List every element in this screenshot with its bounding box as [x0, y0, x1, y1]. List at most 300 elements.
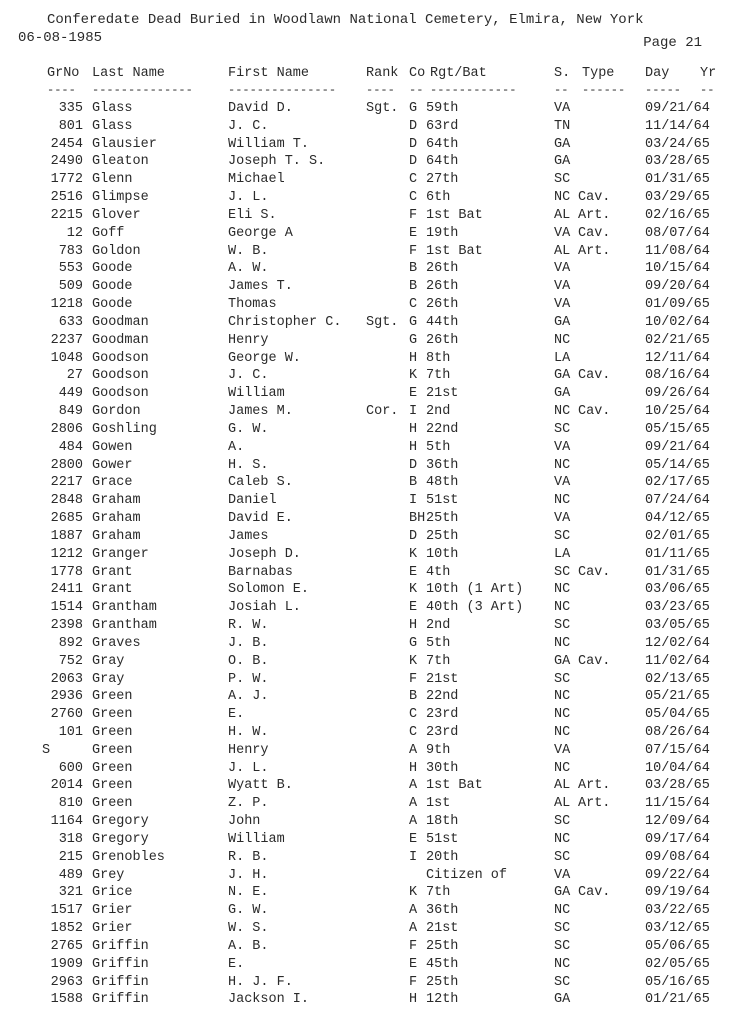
- state: SC: [554, 921, 571, 937]
- company: E: [409, 386, 418, 402]
- last-name: Green: [92, 760, 133, 776]
- dash-last: --------------: [92, 83, 193, 97]
- death-date: 03/28/65: [645, 154, 710, 170]
- regiment: 59th: [426, 101, 459, 116]
- last-name: Griffin: [92, 974, 149, 990]
- death-date: 12/02/64: [645, 635, 710, 651]
- company: D: [409, 136, 418, 152]
- table-row: [0, 742, 750, 760]
- last-name: Grice: [92, 885, 133, 901]
- regiment: 63rd: [426, 118, 459, 134]
- state: NC: [554, 635, 571, 651]
- dash-type: ------: [582, 83, 626, 97]
- last-name: Goode: [92, 297, 133, 313]
- death-date: 12/11/64: [645, 350, 710, 366]
- regiment: 5th: [426, 635, 451, 651]
- unit-type: Cav.: [578, 653, 611, 669]
- state: VA: [554, 101, 571, 116]
- table-row: [0, 189, 750, 207]
- company: K: [409, 546, 418, 562]
- header-first-name: First Name: [228, 66, 310, 81]
- last-name: Glenn: [92, 172, 133, 188]
- state: SC: [554, 172, 571, 188]
- last-name: Gowen: [92, 439, 133, 455]
- first-name: George A: [228, 225, 293, 241]
- table-row: [0, 884, 750, 902]
- gr-number: 484: [58, 439, 83, 455]
- table-row: [0, 278, 750, 296]
- death-date: 10/25/64: [645, 404, 710, 420]
- table-row: [0, 974, 750, 992]
- first-name: David E.: [228, 511, 293, 527]
- regiment: 21st: [426, 386, 459, 402]
- table-row: [0, 457, 750, 475]
- header-state: S.: [554, 66, 571, 81]
- dash-grno: ----: [47, 83, 76, 97]
- state: GA: [554, 136, 571, 152]
- regiment: 22nd: [426, 421, 459, 437]
- unit-type: Art.: [578, 207, 611, 223]
- company: A: [409, 921, 418, 937]
- last-name: Grant: [92, 564, 133, 580]
- death-date: 01/11/65: [645, 546, 710, 562]
- first-name: E.: [228, 707, 245, 723]
- burial-table: [0, 100, 750, 1009]
- regiment: 44th: [426, 314, 459, 330]
- first-name: J. C.: [228, 118, 269, 134]
- first-name: A. B.: [228, 938, 269, 954]
- first-name: Z. P.: [228, 796, 269, 812]
- death-date: 11/02/64: [645, 653, 710, 669]
- unit-type: Art.: [578, 796, 611, 812]
- header-company: Co: [409, 66, 426, 81]
- last-name: Green: [92, 724, 133, 740]
- header-underline: [0, 85, 750, 95]
- state: GA: [554, 885, 571, 901]
- gr-number: 752: [58, 653, 83, 669]
- company: A: [409, 903, 418, 919]
- table-row: [0, 171, 750, 189]
- gr-number: 1048: [50, 350, 83, 366]
- last-name: Griffin: [92, 956, 149, 972]
- gr-number: 27: [66, 368, 83, 384]
- last-name: Grantham: [92, 600, 157, 616]
- company: H: [409, 992, 418, 1008]
- regiment: 51st: [426, 493, 459, 509]
- table-row: [0, 207, 750, 225]
- last-name: Graves: [92, 635, 141, 651]
- state: GA: [554, 314, 571, 330]
- death-date: 05/15/65: [645, 421, 710, 437]
- table-row: [0, 350, 750, 368]
- unit-type: Cav.: [578, 404, 611, 420]
- last-name: Graham: [92, 493, 141, 509]
- company: H: [409, 421, 418, 437]
- death-date: 11/15/64: [645, 796, 710, 812]
- gr-number: 101: [58, 724, 83, 740]
- state: GA: [554, 653, 571, 669]
- state: AL: [554, 207, 571, 223]
- last-name: Griffin: [92, 992, 149, 1008]
- death-date: 02/13/65: [645, 671, 710, 687]
- state: SC: [554, 564, 571, 580]
- gr-number: 12: [66, 225, 83, 241]
- company: H: [409, 618, 418, 634]
- first-name: J. H.: [228, 867, 269, 883]
- regiment: 1st Bat: [426, 778, 483, 794]
- last-name: Griffin: [92, 938, 149, 954]
- table-row: [0, 260, 750, 278]
- state: NC: [554, 332, 571, 348]
- first-name: A.: [228, 439, 245, 455]
- last-name: Gregory: [92, 831, 149, 847]
- table-row: [0, 599, 750, 617]
- state: SC: [554, 421, 571, 437]
- regiment: 10th: [426, 546, 459, 562]
- state: AL: [554, 243, 571, 259]
- death-date: 07/15/64: [645, 742, 710, 758]
- first-name: H. J. F.: [228, 974, 293, 990]
- last-name: Goff: [92, 225, 125, 241]
- regiment: 64th: [426, 136, 459, 152]
- death-date: 11/14/64: [645, 118, 710, 134]
- last-name: Graham: [92, 511, 141, 527]
- last-name: Grier: [92, 921, 133, 937]
- death-date: 09/19/64: [645, 885, 710, 901]
- state: VA: [554, 742, 571, 758]
- regiment: 4th: [426, 564, 451, 580]
- regiment: 36th: [426, 457, 459, 473]
- first-name: A. W.: [228, 261, 269, 277]
- table-row: [0, 991, 750, 1009]
- state: VA: [554, 225, 571, 241]
- first-name: William T.: [228, 136, 310, 152]
- state: SC: [554, 671, 571, 687]
- regiment: 64th: [426, 154, 459, 170]
- company: G: [409, 332, 418, 348]
- table-row: [0, 617, 750, 635]
- state: SC: [554, 814, 571, 830]
- state: NC: [554, 404, 571, 420]
- company: D: [409, 118, 418, 134]
- gr-number: 2217: [50, 475, 83, 491]
- table-row: [0, 439, 750, 457]
- table-row: [0, 920, 750, 938]
- last-name: Grier: [92, 903, 133, 919]
- regiment: 26th: [426, 297, 459, 313]
- death-date: 03/29/65: [645, 190, 710, 206]
- regiment: 45th: [426, 956, 459, 972]
- regiment: 18th: [426, 814, 459, 830]
- regiment: 1st Bat: [426, 243, 483, 259]
- table-row: [0, 581, 750, 599]
- table-row: [0, 296, 750, 314]
- gr-number: 1212: [50, 546, 83, 562]
- first-name: Wyatt B.: [228, 778, 293, 794]
- table-row: [0, 724, 750, 742]
- state: AL: [554, 796, 571, 812]
- gr-number: 1164: [50, 814, 83, 830]
- table-row: [0, 367, 750, 385]
- death-date: 03/24/65: [645, 136, 710, 152]
- dash-state: --: [554, 83, 569, 97]
- state: VA: [554, 511, 571, 527]
- rank: Cor.: [366, 404, 399, 420]
- regiment: 9th: [426, 742, 451, 758]
- first-name: R. B.: [228, 849, 269, 865]
- table-row: [0, 528, 750, 546]
- state: GA: [554, 386, 571, 402]
- state: NC: [554, 724, 571, 740]
- company: A: [409, 778, 418, 794]
- company: E: [409, 600, 418, 616]
- regiment: 30th: [426, 760, 459, 776]
- state: NC: [554, 600, 571, 616]
- death-date: 03/06/65: [645, 582, 710, 598]
- unit-type: Cav.: [578, 368, 611, 384]
- first-name: Josiah L.: [228, 600, 301, 616]
- company: F: [409, 938, 418, 954]
- first-name: Barnabas: [228, 564, 293, 580]
- state: VA: [554, 439, 571, 455]
- gr-number: 2516: [50, 190, 83, 206]
- header-type: Type: [582, 66, 615, 81]
- gr-number: 2490: [50, 154, 83, 170]
- state: VA: [554, 261, 571, 277]
- table-row: [0, 225, 750, 243]
- company: K: [409, 653, 418, 669]
- gr-number: 1909: [50, 956, 83, 972]
- first-name: William: [228, 831, 285, 847]
- death-date: 02/01/65: [645, 528, 710, 544]
- gr-number: 318: [58, 831, 83, 847]
- document-title: Conferedate Dead Buried in Woodlawn National Cemetery, Elmira, New York: [47, 12, 644, 28]
- state: NC: [554, 707, 571, 723]
- last-name: Green: [92, 796, 133, 812]
- table-row: [0, 314, 750, 332]
- table-row: [0, 902, 750, 920]
- regiment: 1st Bat: [426, 207, 483, 223]
- death-date: 08/16/64: [645, 368, 710, 384]
- gr-number: 1514: [50, 600, 83, 616]
- regiment: 7th: [426, 653, 451, 669]
- state: NC: [554, 831, 571, 847]
- last-name: Gregory: [92, 814, 149, 830]
- death-date: 01/31/65: [645, 172, 710, 188]
- regiment: 25th: [426, 974, 459, 990]
- company: K: [409, 885, 418, 901]
- table-row: [0, 546, 750, 564]
- last-name: Gleaton: [92, 154, 149, 170]
- company: I: [409, 493, 418, 509]
- company: B: [409, 689, 418, 705]
- first-name: Michael: [228, 172, 285, 188]
- dash-yr: --: [700, 83, 715, 97]
- regiment: 23rd: [426, 707, 459, 723]
- death-date: 08/07/64: [645, 225, 710, 241]
- gr-number: 215: [58, 849, 83, 865]
- regiment: 19th: [426, 225, 459, 241]
- regiment: 26th: [426, 332, 459, 348]
- table-row: [0, 153, 750, 171]
- company: F: [409, 974, 418, 990]
- death-date: 03/05/65: [645, 618, 710, 634]
- death-date: 09/20/64: [645, 279, 710, 295]
- header-grno: GrNo: [47, 66, 80, 81]
- gr-number: 489: [58, 867, 83, 883]
- company: C: [409, 707, 418, 723]
- regiment: 36th: [426, 903, 459, 919]
- death-date: 09/08/64: [645, 849, 710, 865]
- death-date: 01/09/65: [645, 297, 710, 313]
- gr-number: 1517: [50, 903, 83, 919]
- last-name: Graham: [92, 528, 141, 544]
- gr-number: 2454: [50, 136, 83, 152]
- gr-number: 1588: [50, 992, 83, 1008]
- company: D: [409, 154, 418, 170]
- last-name: Grantham: [92, 618, 157, 634]
- dash-day: -----: [645, 83, 682, 97]
- gr-number: 2237: [50, 332, 83, 348]
- last-name: Goodman: [92, 332, 149, 348]
- regiment: 8th: [426, 350, 451, 366]
- company: F: [409, 243, 418, 259]
- first-name: Eli S.: [228, 207, 277, 223]
- first-name: A. J.: [228, 689, 269, 705]
- company: F: [409, 671, 418, 687]
- first-name: Solomon E.: [228, 582, 310, 598]
- gr-number: 2963: [50, 974, 83, 990]
- company: C: [409, 190, 418, 206]
- table-row: [0, 813, 750, 831]
- last-name: Goode: [92, 279, 133, 295]
- first-name: Caleb S.: [228, 475, 293, 491]
- first-name: Daniel: [228, 493, 277, 509]
- gr-number: 2936: [50, 689, 83, 705]
- first-name: Henry: [228, 742, 269, 758]
- regiment: 51st: [426, 831, 459, 847]
- first-name: Thomas: [228, 297, 277, 313]
- death-date: 11/08/64: [645, 243, 710, 259]
- gr-number: 2800: [50, 457, 83, 473]
- state: GA: [554, 154, 571, 170]
- first-name: J. B.: [228, 635, 269, 651]
- death-date: 01/31/65: [645, 564, 710, 580]
- last-name: Green: [92, 742, 133, 758]
- regiment: 21st: [426, 671, 459, 687]
- company: E: [409, 225, 418, 241]
- gr-number: 2014: [50, 778, 83, 794]
- last-name: Goodson: [92, 368, 149, 384]
- death-date: 10/04/64: [645, 760, 710, 776]
- regiment: 7th: [426, 368, 451, 384]
- first-name: Joseph D.: [228, 546, 301, 562]
- first-name: James M.: [228, 404, 293, 420]
- first-name: G. W.: [228, 421, 269, 437]
- company: B: [409, 279, 418, 295]
- first-name: W. B.: [228, 243, 269, 259]
- last-name: Goodson: [92, 350, 149, 366]
- table-row: [0, 795, 750, 813]
- company: K: [409, 582, 418, 598]
- last-name: Green: [92, 707, 133, 723]
- table-row: [0, 938, 750, 956]
- regiment: 10th (1 Art): [426, 582, 524, 598]
- first-name: R. W.: [228, 618, 269, 634]
- death-date: 03/28/65: [645, 778, 710, 794]
- state: NC: [554, 190, 571, 206]
- gr-number: 849: [58, 404, 83, 420]
- table-row: [0, 243, 750, 261]
- death-date: 10/02/64: [645, 314, 710, 330]
- death-date: 05/06/65: [645, 938, 710, 954]
- company: D: [409, 457, 418, 473]
- company: B: [409, 475, 418, 491]
- regiment: 5th: [426, 439, 451, 455]
- last-name: Granger: [92, 546, 149, 562]
- gr-number: 2063: [50, 671, 83, 687]
- company: G: [409, 314, 418, 330]
- death-date: 12/09/64: [645, 814, 710, 830]
- company: A: [409, 742, 418, 758]
- regiment: 25th: [426, 938, 459, 954]
- table-row: [0, 760, 750, 778]
- last-name: Glover: [92, 207, 141, 223]
- table-row: [0, 671, 750, 689]
- table-row: [0, 136, 750, 154]
- table-row: [0, 653, 750, 671]
- state: VA: [554, 279, 571, 295]
- regiment: 27th: [426, 172, 459, 188]
- first-name: Henry: [228, 332, 269, 348]
- death-date: 09/21/64: [645, 101, 710, 116]
- gr-number: 810: [58, 796, 83, 812]
- gr-number: 335: [58, 101, 83, 116]
- company: A: [409, 814, 418, 830]
- gr-number: 600: [58, 760, 83, 776]
- company: C: [409, 724, 418, 740]
- gr-number: 1852: [50, 921, 83, 937]
- first-name: O. B.: [228, 653, 269, 669]
- company: G: [409, 635, 418, 651]
- first-name: Joseph T. S.: [228, 154, 326, 170]
- last-name: Grace: [92, 475, 133, 491]
- company: H: [409, 350, 418, 366]
- unit-type: Cav.: [578, 190, 611, 206]
- last-name: Glausier: [92, 136, 157, 152]
- regiment: 2nd: [426, 618, 451, 634]
- gr-number: 2215: [50, 207, 83, 223]
- state: NC: [554, 582, 571, 598]
- first-name: John: [228, 814, 261, 830]
- last-name: Grey: [92, 867, 125, 883]
- first-name: George W.: [228, 350, 301, 366]
- state: VA: [554, 297, 571, 313]
- table-row: [0, 706, 750, 724]
- header-last-name: Last Name: [92, 66, 165, 81]
- death-date: 10/15/64: [645, 261, 710, 277]
- state: NC: [554, 689, 571, 705]
- unit-type: Art.: [578, 243, 611, 259]
- company: C: [409, 297, 418, 313]
- death-date: 03/12/65: [645, 921, 710, 937]
- state: NC: [554, 956, 571, 972]
- gr-number: 2411: [50, 582, 83, 598]
- death-date: 07/24/64: [645, 493, 710, 509]
- table-row: [0, 777, 750, 795]
- gr-number: 509: [58, 279, 83, 295]
- state: VA: [554, 475, 571, 491]
